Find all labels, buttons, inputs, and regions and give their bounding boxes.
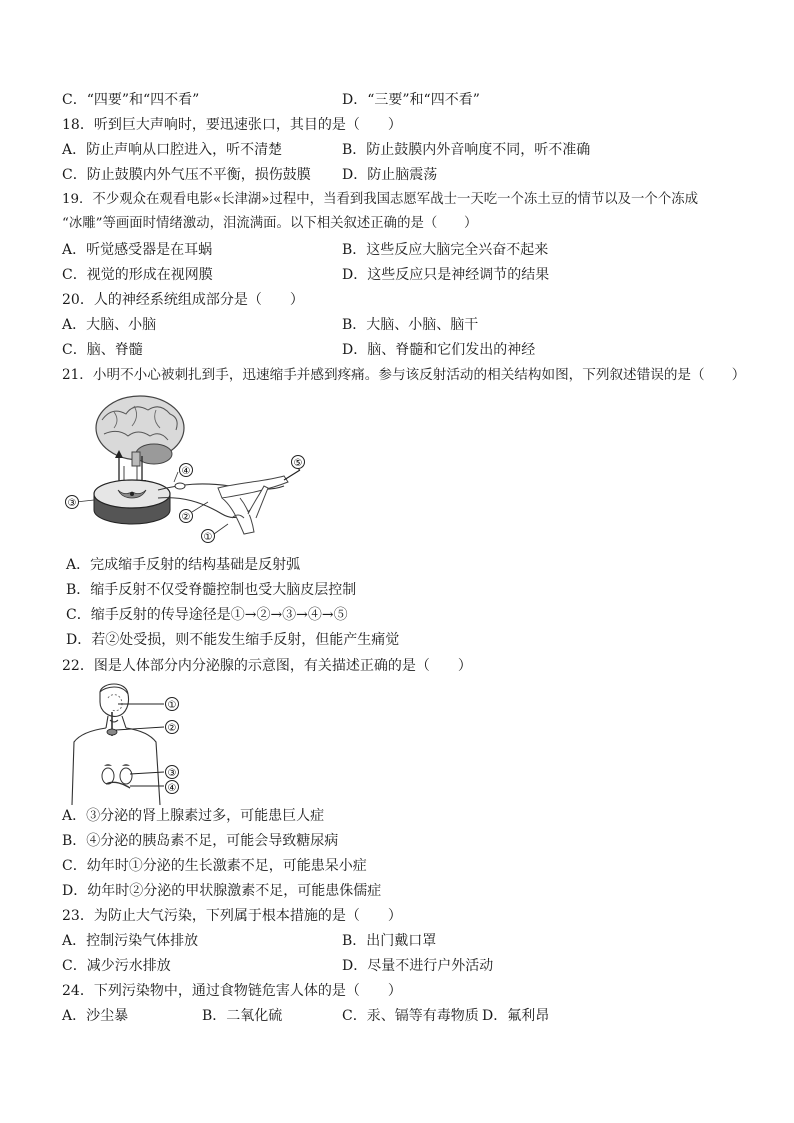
q21-option-a: A．完成缩手反射的结构基础是反射弧 bbox=[66, 557, 301, 573]
q18-option-c: C．防止鼓膜内外气压不平衡，损伤鼓膜 bbox=[62, 167, 311, 183]
reflex-label-3: ③ bbox=[67, 498, 77, 509]
q21-option-d: D．若②处受损，则不能发生缩手反射，但能产生痛觉 bbox=[66, 632, 400, 648]
gland-label-4: ④ bbox=[167, 783, 177, 794]
q18-stem: 18．听到巨大声响时，要迅速张口，其目的是（ ） bbox=[62, 117, 402, 133]
q18-option-d: D．防止脑震荡 bbox=[342, 167, 438, 183]
reflex-label-1: ① bbox=[203, 532, 213, 543]
q19-option-c: C．视觉的形成在视网膜 bbox=[62, 267, 213, 283]
q24-option-c: C．汞、镉等有毒物质 bbox=[342, 1008, 479, 1024]
q22-stem: 22．图是人体部分内分泌腺的示意图，有关描述正确的是（ ） bbox=[62, 658, 472, 674]
q24-option-b: B．二氧化硫 bbox=[202, 1008, 283, 1024]
reflex-arc-figure bbox=[62, 390, 322, 550]
arm-drawing bbox=[218, 476, 288, 534]
q20-option-d: D．脑、脊髓和它们发出的神经 bbox=[342, 342, 536, 358]
q22-option-a: A．③分泌的肾上腺素过多，可能患巨人症 bbox=[62, 808, 325, 824]
q19-stem-line1: 19．不少观众在观看电影«长津湖»过程中，当看到我国志愿军战士一天吃一个冻土豆的情节以及一个个冻成 bbox=[62, 192, 698, 207]
q20-option-c: C．脑、脊髓 bbox=[62, 342, 143, 358]
human-outline-drawing bbox=[72, 684, 160, 805]
brain-drawing bbox=[96, 396, 184, 466]
q19-option-d: D．这些反应只是神经调节的结果 bbox=[342, 267, 550, 283]
q24-option-d: D．氟利昂 bbox=[482, 1008, 550, 1024]
reflex-label-5: ⑤ bbox=[293, 458, 303, 469]
q23-option-c: C．减少污水排放 bbox=[62, 958, 171, 974]
q19-stem-line2: “冰雕”等画面时情绪激动，泪流满面。以下相关叙述正确的是（ ） bbox=[62, 216, 478, 231]
reflex-label-2: ② bbox=[181, 512, 191, 523]
q17-option-d: D．“三要”和“四不看” bbox=[342, 92, 480, 108]
q24-option-a: A．沙尘暴 bbox=[62, 1008, 129, 1024]
q24-stem: 24．下列污染物中，通过食物链危害人体的是（ ） bbox=[62, 983, 402, 999]
q21-stem: 21．小明不小心被刺扎到手，迅速缩手并感到疼痛。参与该反射活动的相关结构如图，下列叙述错误的是（ ） bbox=[62, 367, 746, 383]
q22-option-c: C．幼年时①分泌的生长激素不足，可能患呆小症 bbox=[62, 858, 367, 874]
q21-option-c: C．缩手反射的传导途径是①→②→③→④→⑤ bbox=[66, 607, 348, 623]
q23-option-d: D．尽量不进行户外活动 bbox=[342, 958, 494, 974]
q20-option-b: B．大脑、小脑、脑干 bbox=[342, 317, 479, 333]
q23-stem: 23．为防止大气污染，下列属于根本措施的是（ ） bbox=[62, 908, 402, 924]
q20-option-a: A．大脑、小脑 bbox=[62, 317, 157, 333]
q23-option-a: A．控制污染气体排放 bbox=[62, 933, 199, 949]
q19-option-a: A．听觉感受器是在耳蜗 bbox=[62, 242, 213, 258]
q22-option-d: D．幼年时②分泌的甲状腺激素不足，可能患侏儒症 bbox=[62, 883, 382, 899]
q18-option-a: A．防止声响从口腔进入，听不清楚 bbox=[62, 142, 283, 158]
reflex-label-4: ④ bbox=[181, 466, 191, 477]
q21-option-b: B．缩手反射不仅受脊髓控制也受大脑皮层控制 bbox=[66, 582, 357, 598]
q22-option-b: B．④分泌的胰岛素不足，可能会导致糖尿病 bbox=[62, 833, 339, 849]
q19-option-b: B．这些反应大脑完全兴奋不起来 bbox=[342, 242, 549, 258]
q20-stem: 20．人的神经系统组成部分是（ ） bbox=[62, 292, 304, 308]
spinal-cord-drawing bbox=[94, 480, 170, 524]
endocrine-glands-figure bbox=[66, 680, 196, 805]
q18-option-b: B．防止鼓膜内外音响度不同，听不准确 bbox=[342, 142, 591, 158]
gland-label-1: ① bbox=[167, 700, 177, 711]
q17-option-c: C．“四要”和“四不看” bbox=[62, 92, 200, 108]
q23-option-b: B．出门戴口罩 bbox=[342, 933, 437, 949]
gland-label-3: ③ bbox=[167, 768, 177, 779]
gland-label-2: ② bbox=[167, 723, 177, 734]
